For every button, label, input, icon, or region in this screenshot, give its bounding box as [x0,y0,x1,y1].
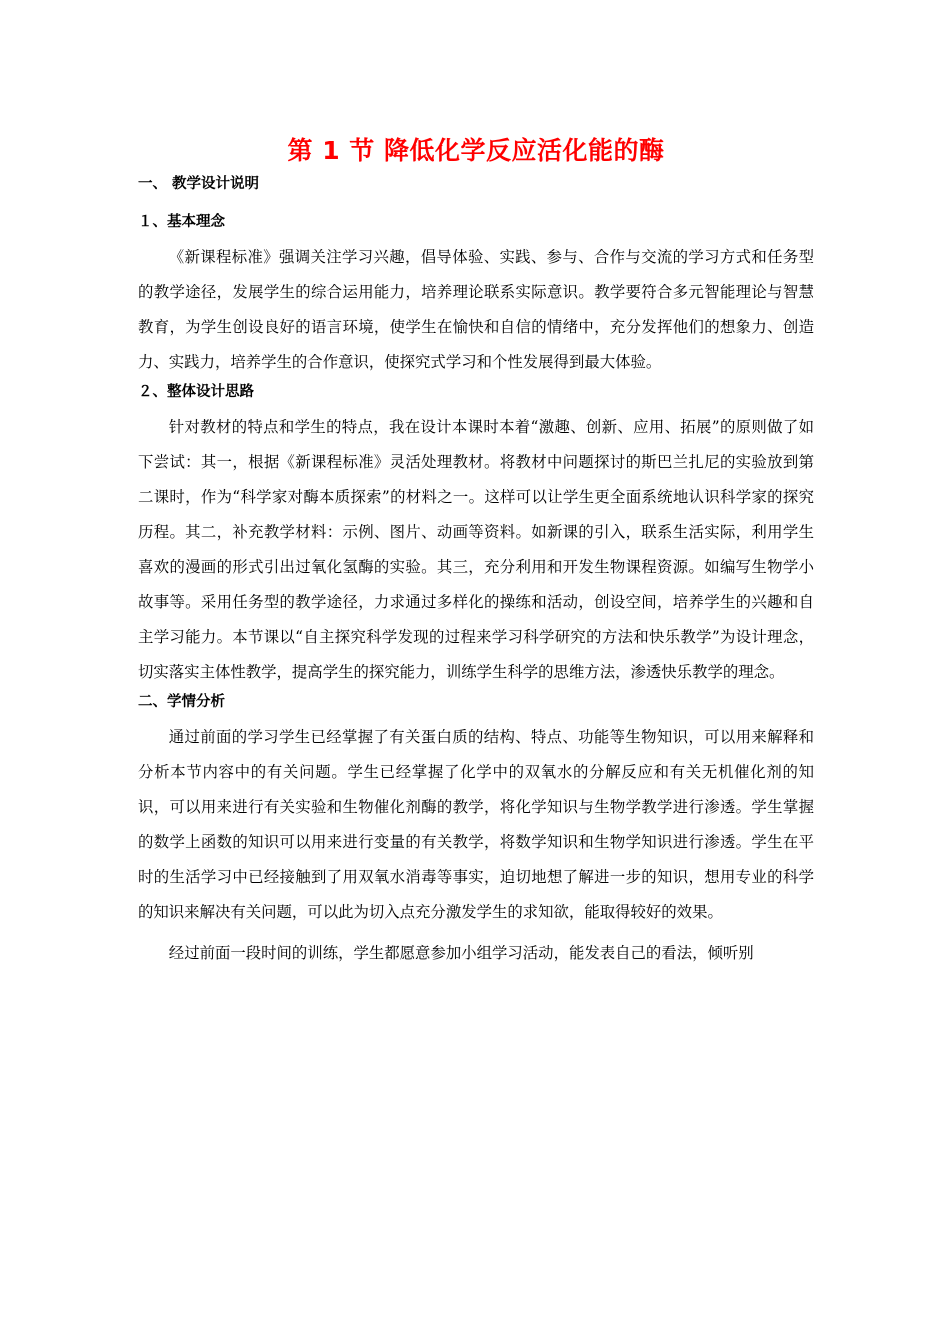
paragraph-basic-concept: 《新课程标准》强调关注学习兴趣，倡导体验、实践、参与、合作与交流的学习方式和任务型的教学途径，发展学生的综合运用能力，培养理论联系实际意识。教学要符合多元智能理论与智慧教育，为学生创设良好的语言环境，使学生在愉快和自信的情绪中，充分发挥他们的想象力、创造力、实践力，培养学生的合作意识，使探究式学习和个性发展得到最大体验。 [138,248,814,371]
paragraph-learner-analysis-1: 通过前面的学习学生已经掌握了有关蛋白质的结构、特点、功能等生物知识，可以用来解释和分析本节内容中的有关问题。学生已经掌握了化学中的双氧水的分解反应和有关无机催化剂的知识，可以用来进行有关实验和生物催化剂酶的教学，将化学知识与生物学教学进行渗透。学生掌握的数学上函数的知识可以用来进行变量的有关教学，将数学知识和生物学知识进行渗透。学生在平时的生活学习中已经接触到了用双氧水消毒等事实，迫切地想了解进一步的知识，想用专业的科学的知识来解决有关问题，可以此为切入点充分激发学生的求知欲，能取得较好的效果。 [138,728,814,921]
section-heading-learner-analysis: 二、学情分析 [138,694,225,710]
subsection-heading-overall-design: ２、整体设计思路 [138,384,254,400]
page-title: 第 1 节 降低化学反应活化能的酶 [287,136,665,165]
paragraph-learner-analysis-2: 经过前面一段时间的训练，学生都愿意参加小组学习活动，能发表自己的看法，倾听别 [168,944,754,962]
subsection-heading-basic-concept: １、基本理念 [138,214,225,230]
document-page [138,134,814,971]
section-heading-design-notes: 一、 教学设计说明 [138,176,260,192]
paragraph-overall-design: 针对教材的特点和学生的特点，我在设计本课时本着“激趣、创新、应用、拓展”的原则做了如下尝试：其一，根据《新课程标准》灵活处理教材。将教材中问题探讨的斯巴兰扎尼的实验放到第二课时，作为“科学家对酶本质探索”的材料之一。这样可以让学生更全面系统地认识科学家的探究历程。其二，补充教学材料：示例、图片、动画等资料。如新课的引入，联系生活实际，利用学生喜欢的漫画的形式引出过氧化氢酶的实验。其三，充分利用和开发生物课程资源。如编写生物学小故事等。采用任务型的教学途径，力求通过多样化的操练和活动，创设空间，培养学生的兴趣和自主学习能力。本节课以“自主探究科学发现的过程来学习科学研究的方法和快乐教学”为设计理念，切实落实主体性教学，提高学生的探究能力，训练学生科学的思维方法，渗透快乐教学的理念。 [138,418,814,681]
